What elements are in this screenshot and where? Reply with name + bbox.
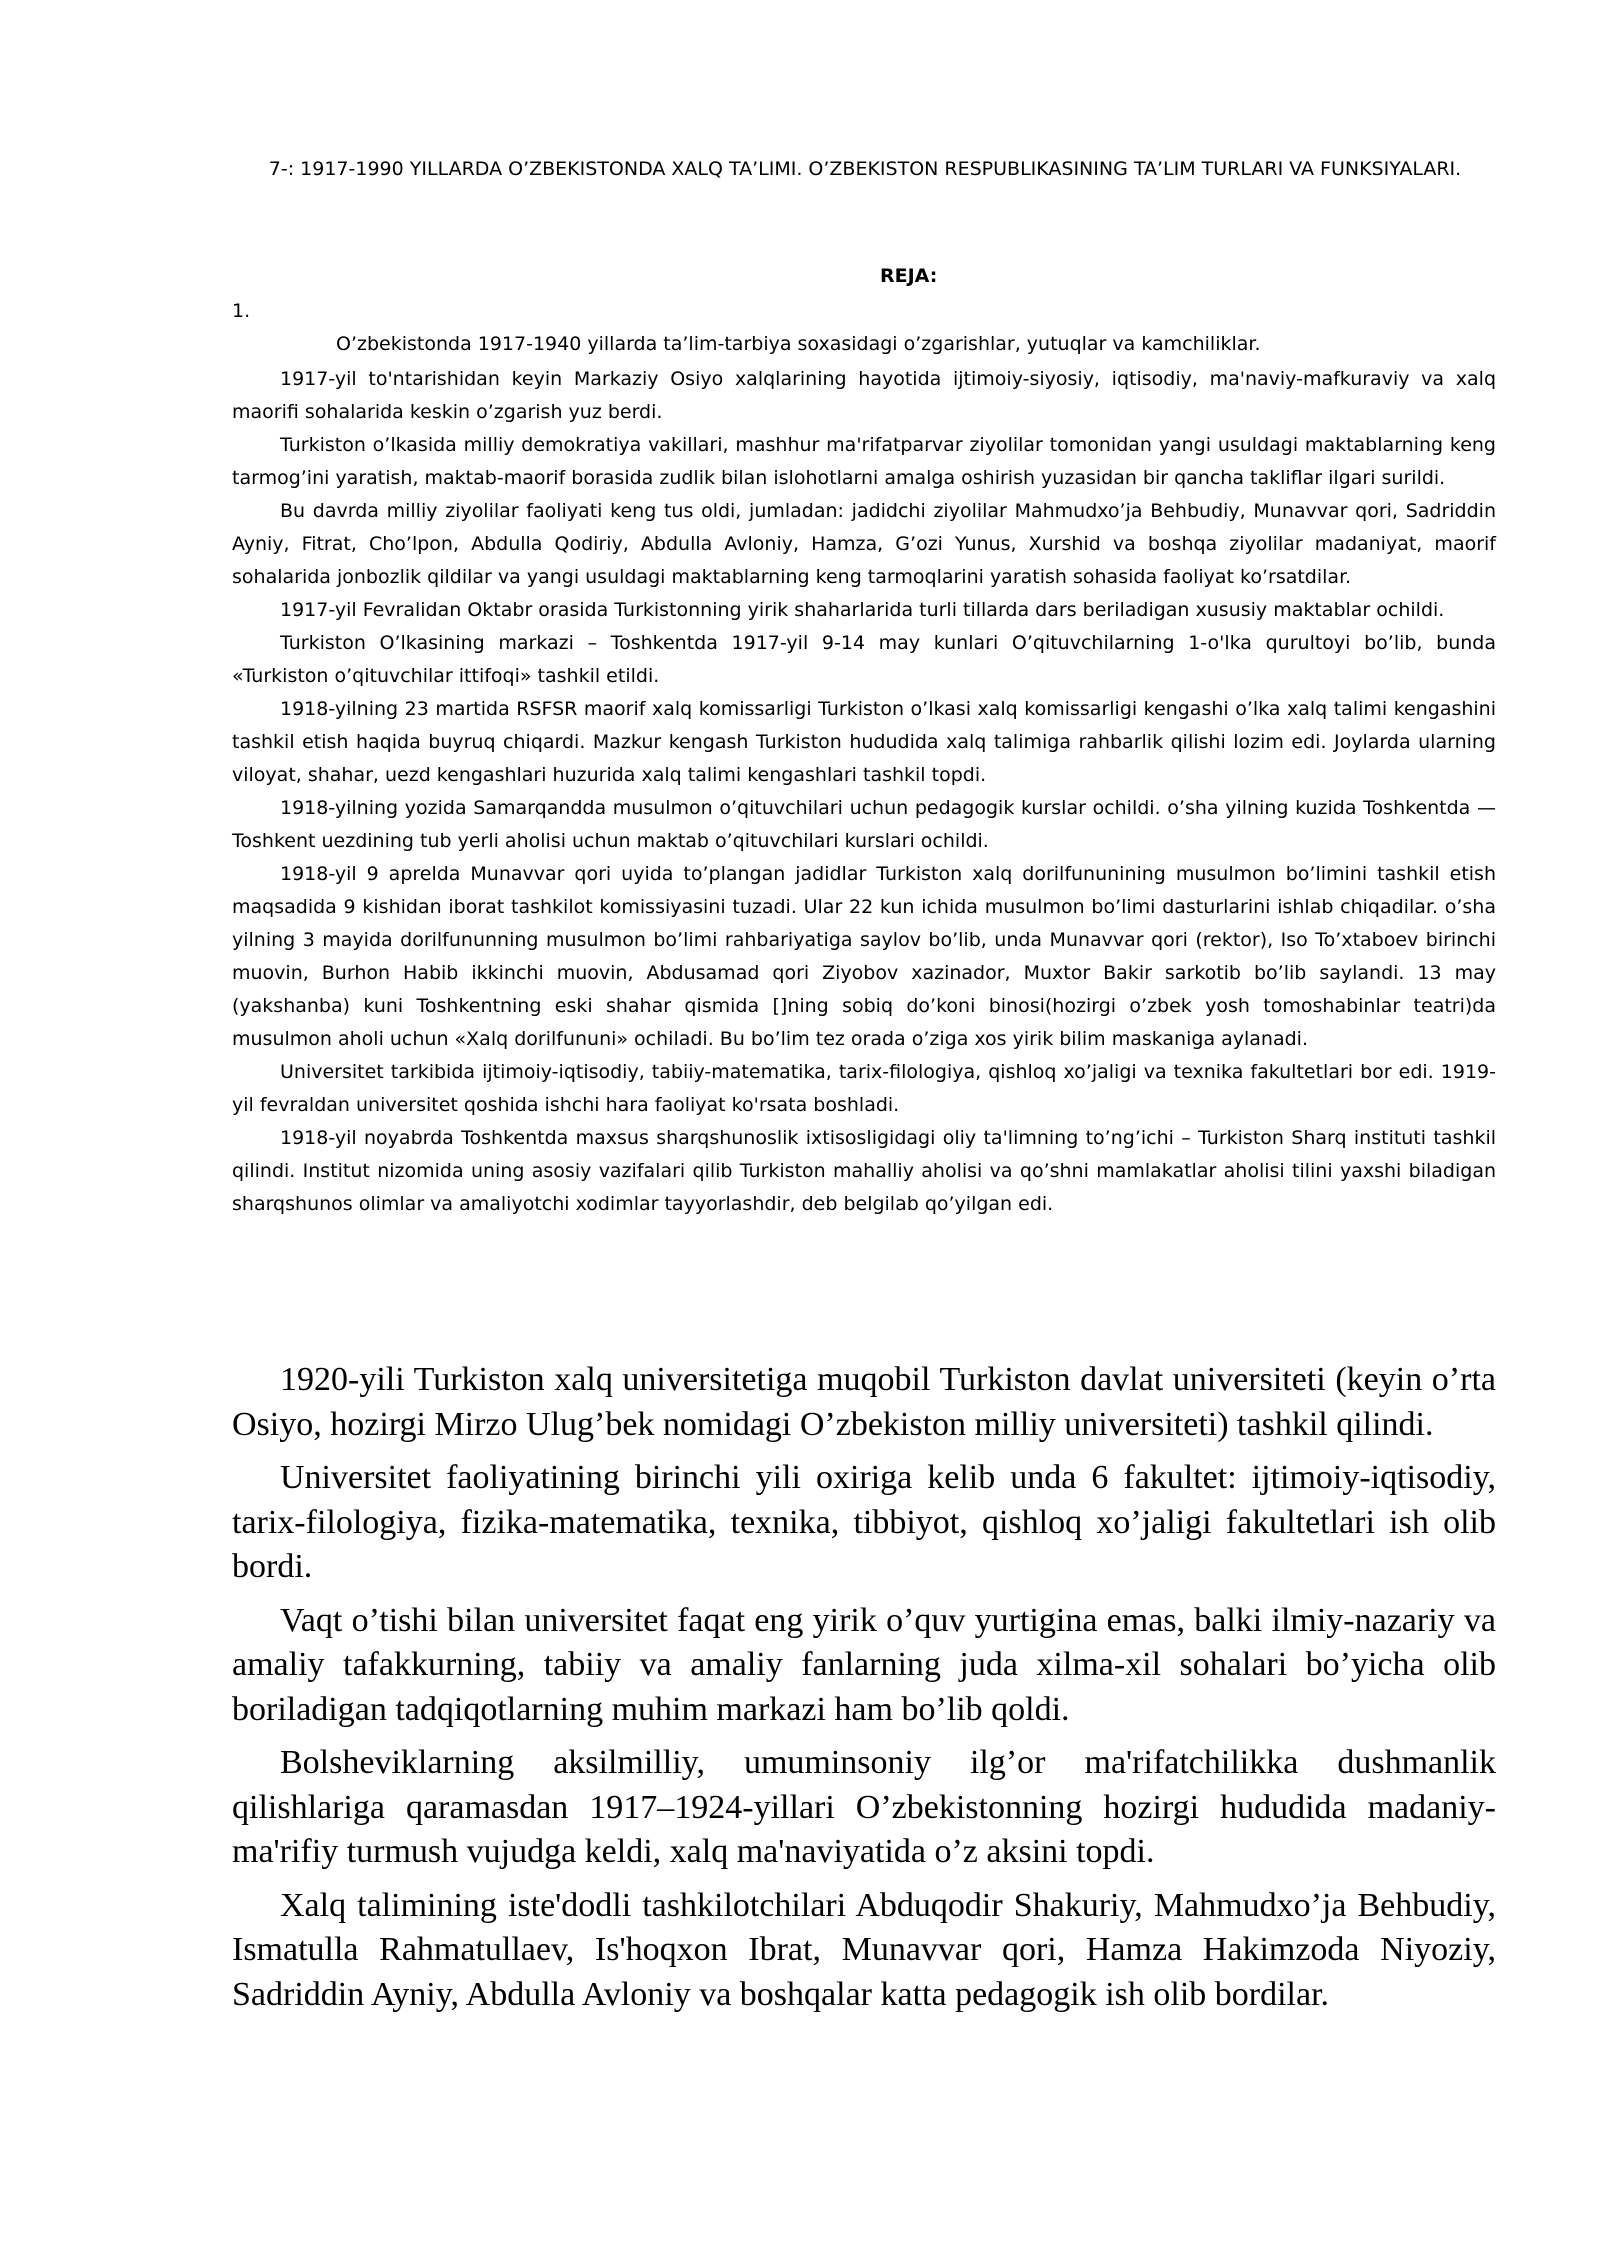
plan-item: O’zbekistonda 1917-1940 yillarda ta’lim-tarbiya soxasidagi o’zgarishlar, yutuqlar va kamchiliklar.	[336, 333, 1261, 355]
small-text-section	[232, 363, 1496, 1221]
plan-number: 1.	[232, 300, 251, 322]
paragraph: Turkiston o’lkasida milliy demokratiya vakillari, mashhur ma'rifatparvar ziyolilar tomonidan yangi usuldagi maktablarning keng tarmog’ini yaratish, maktab-maorif borasida zudlik bilan islohotlarni amalga oshirish yuzasidan bir qancha takliflar ilgari surildi.	[232, 434, 1496, 489]
paragraph: Bu davrda milliy ziyolilar faoliyati keng tus oldi, jumladan: jadidchi ziyolilar Mahmudxo’ja Behbudiy, Munavvar qori, Sadriddin Ayniy, Fitrat, Cho’lpon, Abdulla Qodiriy, Abdulla Avloniy, Hamza, G’ozi Yunus, Xurshid va boshqa ziyolilar madaniyat, maorif sohalarida jonbozlik qildilar va yangi usuldagi maktablarning keng tarmoqlarini yaratish sohasida faoliyat ko’rsatdilar.	[232, 500, 1496, 588]
paragraph: Bolsheviklarning aksilmilliy, umuminsoniy ilg’or ma'rifatchilikka dushmanlik qilishlariga qaramasdan 1917–1924-yillari O’zbekistonning hozirgi hududida madaniy-ma'rifiy turmush vujudga keldi, xalq ma'naviyatida o’z aksini topdi.	[232, 1744, 1496, 1870]
paragraph: Turkiston O’lkasining markazi – Toshkentda 1917-yil 9-14 may kunlari O’qituvchilarning 1-o'lka qurultoyi bo’lib, bunda «Turkiston o’qituvchilar ittifoqi» tashkil etildi.	[232, 632, 1496, 687]
document-title: 7-: 1917-1990 YILLARDA O’ZBEKISTONDA XALQ TA’LIMI. O’ZBEKISTON RESPUBLIKASINING TA’LIM TURLARI VA FUNKSIYALARI.	[268, 158, 1462, 180]
paragraph: Vaqt o’tishi bilan universitet faqat eng yirik o’quv yurtigina emas, balki ilmiy-nazariy va amaliy tafakkurning, tabiiy va amaliy fanlarning juda xilma-xil sohalari bo’yicha olib boriladigan tadqiqotlarning muhim markazi ham bo’lib qoldi.	[232, 1601, 1496, 1728]
paragraph: Universitet faoliyatining birinchi yili oxiriga kelib unda 6 fakultet: ijtimoiy-iqtisodiy, tarix-filologiya, fizika-matematika, texnika, tibbiyot, qishloq xo’jaligi fakultetlari ish olib bordi.	[232, 1459, 1496, 1585]
plan-heading: REJA:	[880, 265, 938, 287]
paragraph: 1918-yil 9 aprelda Munavvar qori uyida to’plangan jadidlar Turkiston xalq dorilfununining musulmon bo’limini tashkil etish maqsadida 9 kishidan iborat tashkilot komissiyasini tuzadi. Ular 22 kun ichida musulmon bo’limi dasturlarini ishlab chiqadilar. o’sha yilning 3 mayida dorilfununning musulmon bo’limi rahbariyatiga saylov bo’lib, unda Munavvar qori (rektor), Iso To’xtaboev birinchi muovin, Burhon Habib ikkinchi muovin, Abdusamad qori Ziyobov xazinador, Muxtor Bakir sarkotib bo’lib saylandi. 13 may (yakshanba) kuni Toshkentning eski shahar qismida []ning sobiq do’koni binosi(hozirgi o’zbek yosh tomoshabinlar teatri)da musulmon aholi uchun «Xalq dorilfununi» ochiladi. Bu bo’lim tez orada o’ziga xos yirik bilim maskaniga aylanadi.	[232, 863, 1496, 1050]
paragraph: Universitet tarkibida ijtimoiy-iqtisodiy, tabiiy-matematika, tarix-filologiya, qishloq xo’jaligi va texnika fakultetlari bor edi. 1919-yil fevraldan universitet qoshida ishchi hara faoliyat ko'rsata boshladi.	[232, 1061, 1496, 1116]
paragraph: 1917-yil to'ntarishidan keyin Markaziy Osiyo xalqlarining hayotida ijtimoiy-siyosiy, iqtisodiy, ma'naviy-mafkuraviy va xalq maorifi sohalarida keskin o’zgarish yuz berdi.	[232, 368, 1496, 423]
paragraph: Xalq talimining iste'dodli tashkilotchilari Abduqodir Shakuriy, Mahmudxo’ja Behbudiy, Ismatulla Rahmatullaev, Is'hoqxon Ibrat, Munavvar qori, Hamza Hakimzoda Niyoziy, Sadriddin Ayniy, Abdulla Avloniy va boshqalar katta pedagogik ish olib bordilar.	[232, 1886, 1496, 2013]
paragraph: 1918-yilning 23 martida RSFSR maorif xalq komissarligi Turkiston o’lkasi xalq komissarligi kengashi o’lka xalq talimi kengashini tashkil etish haqida buyruq chiqardi. Mazkur kengash Turkiston hududida xalq talimiga rahbarlik qilishi lozim edi. Joylarda ularning viloyat, shahar, uezd kengashlari huzurida xalq talimi kengashlari tashkil topdi.	[232, 698, 1496, 786]
paragraph: 1920-yili Turkiston xalq universitetiga muqobil Turkiston davlat universiteti (keyin o’rta Osiyo, hozirgi Mirzo Ulug’bek nomidagi O’zbekiston milliy universiteti) tashkil qilindi.	[232, 1361, 1496, 1443]
paragraph: 1917-yil Fevralidan Oktabr orasida Turkistonning yirik shaharlarida turli tillarda dars beriladigan xususiy maktablar ochildi.	[280, 599, 1445, 621]
large-text-section	[232, 1358, 1496, 2026]
paragraph: 1918-yil noyabrda Toshkentda maxsus sharqshunoslik ixtisosligidagi oliy ta'limning to’ng’ichi – Turkiston Sharq instituti tashkil qilindi. Institut nizomida uning asosiy vazifalari qilib Turkiston mahalliy aholisi va qo’shni mamlakatlar aholisi tilini yaxshi biladigan sharqshunos olimlar va amaliyotchi xodimlar tayyorlashdir, deb belgilab qo’yilgan edi.	[232, 1127, 1496, 1215]
paragraph: 1918-yilning yozida Samarqandda musulmon o’qituvchilari uchun pedagogik kurslar ochildi. o’sha yilning kuzida Toshkentda — Toshkent uezdining tub yerli aholisi uchun maktab o’qituvchilari kurslari ochildi.	[232, 797, 1496, 852]
